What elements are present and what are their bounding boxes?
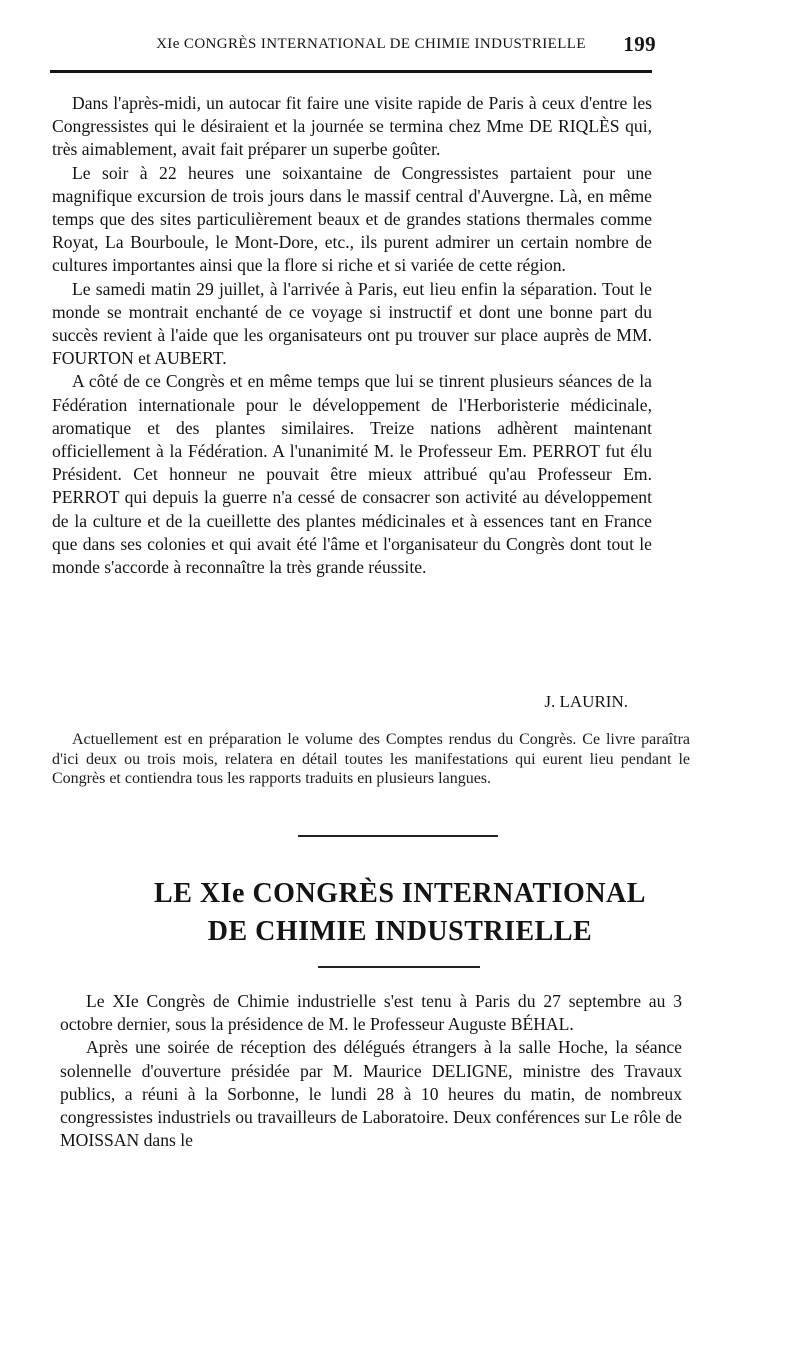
section-title-line-2: DE CHIMIE INDUSTRIELLE: [207, 916, 593, 947]
signature: J. LAURIN.: [544, 692, 628, 711]
article-body: [52, 92, 652, 579]
title-underline: [318, 966, 480, 968]
section-title-line-1: LE XIe CONGRÈS INTERNATIONAL: [154, 878, 646, 909]
article-paragraph-1: Dans l'après-midi, un autocar fit faire une visite rapide de Paris à ceux d'entre les Congressistes qui le désiraient et la journée se termina chez Mme DE RIQLÈS qui, très aimablement, avait fait préparer un superbe goûter.: [52, 93, 652, 160]
section-divider: [298, 835, 498, 837]
header-rule: [50, 70, 652, 73]
note-paragraph: Actuellement est en préparation le volume des Comptes rendus du Congrès. Ce livre paraîtra d'ici deux ou trois mois, relatera en détail toutes les manifestations qui eurent lieu pendant le Congrès et contiendra tous les rapports traduits en plusieurs langues.: [52, 731, 690, 788]
editorial-note: [52, 730, 690, 789]
section-paragraph-1: Le XIe Congrès de Chimie industrielle s'est tenu à Paris du 27 septembre au 3 octobre dernier, sous la présidence de M. le Professeur Auguste BÉHAL.: [60, 991, 682, 1035]
running-head-title: XIe CONGRÈS INTERNATIONAL DE CHIMIE INDUSTRIELLE: [156, 36, 586, 52]
section-paragraph-2: Après une soirée de réception des délégués étrangers à la salle Hoche, la séance solennelle d'ouverture présidée par M. Maurice DELIGNE, ministre des Travaux publics, a réuni à la Sorbonne, le lundi 28 à 10 heures du matin, de nombreux congressistes industriels ou travailleurs de Laboratoire. Deux conférences sur Le rôle de MOISSAN dans le: [60, 1037, 682, 1151]
running-head: [52, 32, 656, 56]
article-paragraph-3: Le samedi matin 29 juillet, à l'arrivée à Paris, eut lieu enfin la séparation. Tout le monde se montrait enchanté de ce voyage si instructif et dont une bonne part du succès revient à l'aide que les organisateurs ont pu trouver sur place auprès de MM. FOURTON et AUBERT.: [52, 278, 652, 369]
article-paragraph-2: Le soir à 22 heures une soixantaine de Congressistes partaient pour une magnifique excursion de trois jours dans le massif central d'Auvergne. Là, en même temps que des sites particulièrement beaux et de grandes stations thermales comme Royat, La Bourboule, le Mont-Dore, etc., ils purent admirer un certain nombre de cultures importantes ainsi que la flore si riche et si variée de cette région.: [52, 162, 652, 276]
section-title: [100, 875, 700, 951]
page-number: 199: [623, 32, 656, 56]
article-paragraph-4: A côté de ce Congrès et en même temps que lui se tinrent plusieurs séances de la Fédération internationale pour le développement de l'Herboristerie médicinale, aromatique et des plantes similaires. Treize nations adhèrent maintenant officiellement à la Fédération. A l'unanimité M. le Professeur Em. PERROT fut élu Président. Cet honneur ne pouvait être mieux attribué qu'au Professeur Em. PERROT qui depuis la guerre n'a cessé de consacrer son activité au développement de la culture et de la cueillette des plantes médicinales et à essences tant en France que dans ses colonies et qui avait été l'âme et l'organisateur du Congrès dont tout le monde s'accorde à reconnaître la très grande réussite.: [52, 371, 652, 578]
section-body: [60, 990, 682, 1152]
